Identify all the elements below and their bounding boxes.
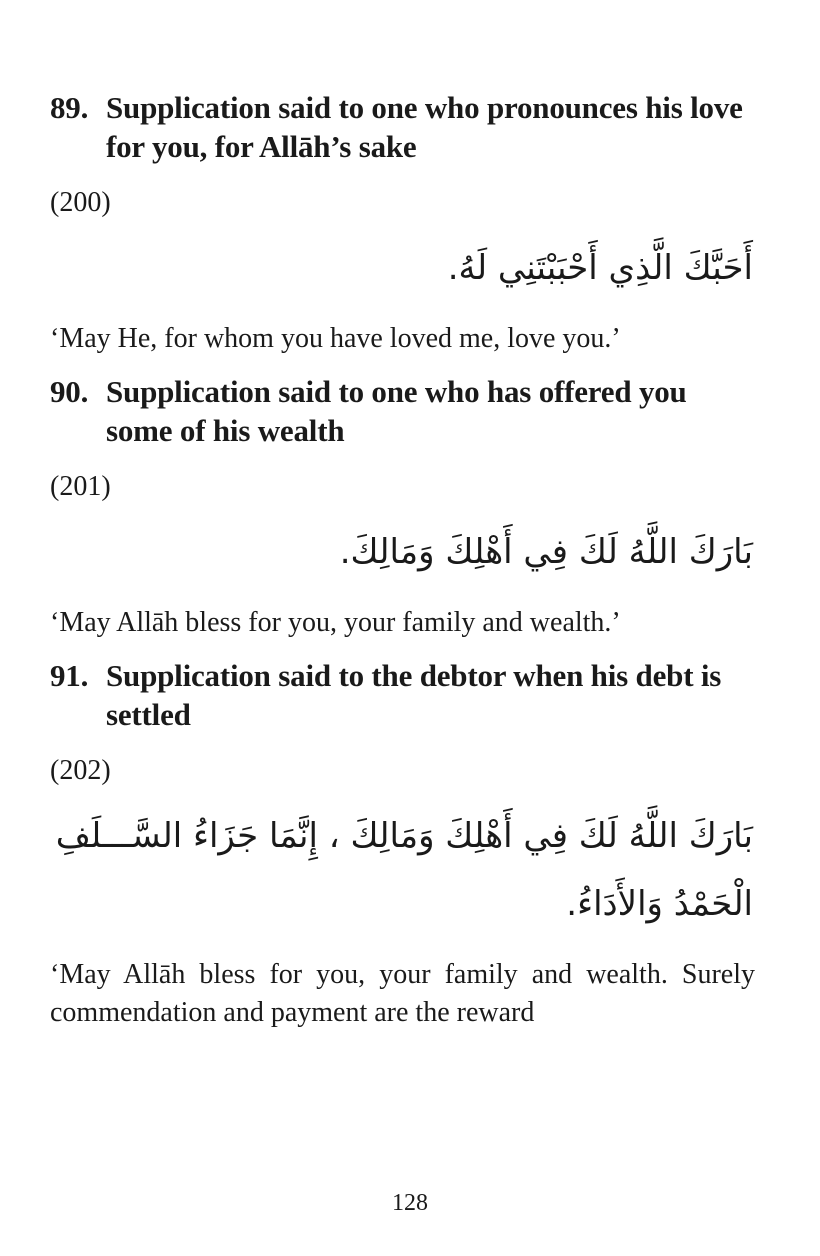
translation-text: ‘May He, for whom you have loved me, love you.’ [50,323,621,354]
hadith-reference: (202) [50,755,111,786]
section-heading-90 [50,372,755,450]
translation-text: ‘May Allāh bless for you, your family and wealth.’ [50,607,621,638]
section-number: 90. [50,374,89,409]
section-title: Supplication said to one who has offered you some of his wealth [106,374,687,448]
section-number: 89. [50,90,89,125]
hadith-reference: (200) [50,187,111,218]
section-heading-91 [50,656,755,734]
arabic-text: أَحَبَّكَ الَّذِي أَحْبَبْتَنِي لَهُ. [447,248,753,288]
page-content [50,88,755,1032]
section-title: Supplication said to the debtor when his debt is settled [106,658,722,732]
arabic-text: بَارَكَ اللَّهُ لَكَ فِي أَهْلِكَ وَمَالِكَ ، إِنَّمَا جَزَاءُ السَّـــلَفِ الْحَمْدُ وَالأَدَاءُ. [55,816,753,924]
page-number: 128 [392,1190,428,1216]
translation-text: ‘May Allāh bless for you, your family and wealth. Surely commendation and payment are the reward [50,959,755,1028]
section-number: 91. [50,658,89,693]
section-heading-89 [50,88,755,166]
arabic-text: بَارَكَ اللَّهُ لَكَ فِي أَهْلِكَ وَمَالِكَ. [339,532,753,572]
hadith-reference: (201) [50,471,111,502]
section-title: Supplication said to one who pronounces his love for you, for Allāh’s sake [106,90,743,164]
